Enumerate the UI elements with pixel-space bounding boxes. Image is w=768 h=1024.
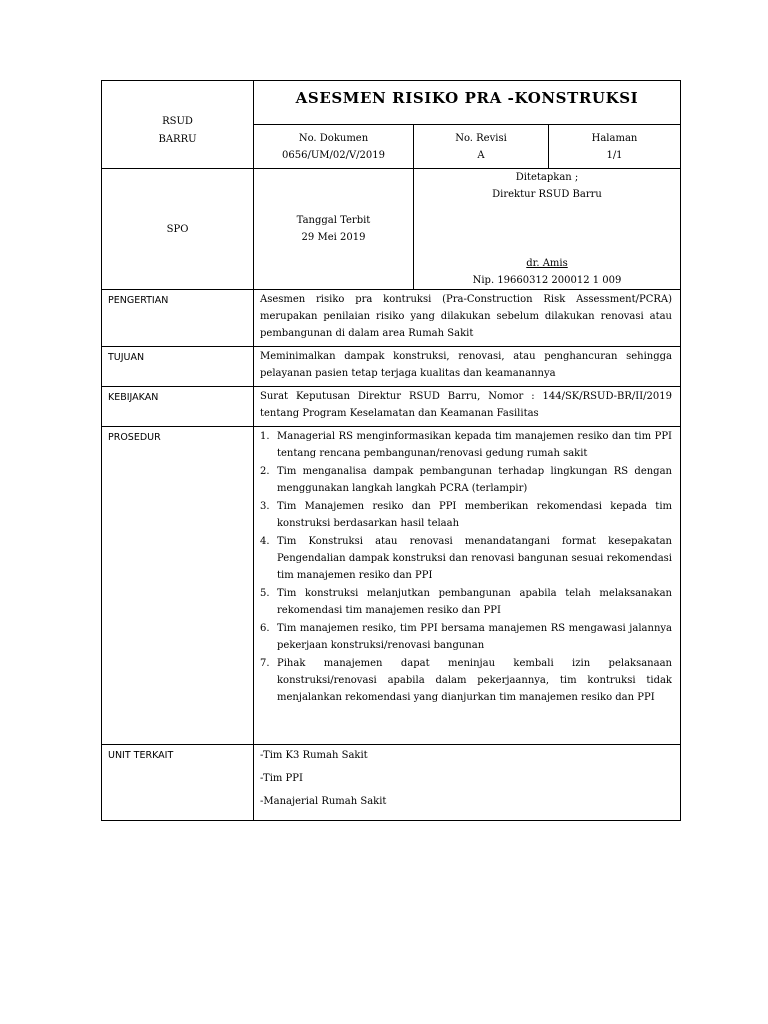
revision-cell bbox=[414, 125, 549, 169]
doc-number-cell bbox=[254, 125, 414, 169]
doc-number-label: No. Dokumen bbox=[298, 133, 369, 144]
spo-table bbox=[101, 80, 681, 821]
approver-name: dr. Amis bbox=[526, 258, 568, 269]
issue-date-value: 29 Mei 2019 bbox=[301, 232, 366, 243]
prosedur-item: 6. Tim manajemen resiko, tim PPI bersama manajemen RS mengawasi jalannya pekerjaan konstruksi/renovasi bangunan bbox=[260, 623, 672, 651]
approved-label: Ditetapkan ; bbox=[515, 172, 579, 183]
hospital-name-cell bbox=[102, 81, 254, 169]
tujuan-label: TUJUAN bbox=[102, 347, 254, 387]
issue-date-label: Tanggal Terbit bbox=[296, 215, 371, 226]
prosedur-item: 5. Tim konstruksi melanjutkan pembangunan apabila telah melaksanakan rekomendasi tim manajemen resiko dan PPI bbox=[260, 588, 672, 616]
prosedur-item: 4. Tim Konstruksi atau renovasi menandatangani format kesepakatan Pengendalian dampak konstruksi dan renovasi bangunan sesuai rekomendasi tim manajemen resiko dan PPI bbox=[260, 536, 672, 581]
prosedur-label: PROSEDUR bbox=[102, 427, 254, 745]
unit-item: -Tim PPI bbox=[260, 773, 303, 784]
unit-content bbox=[254, 745, 681, 821]
prosedur-item: 7. Pihak manajemen dapat meninjau kembali izin pelaksanaan konstruksi/renovasi apabila dalam pekerjaannya, tim kontruksi tidak menjalankan rekomendasi yang dianjurkan tim manajemen resiko dan PPI bbox=[260, 658, 672, 703]
kebijakan-label: KEBIJAKAN bbox=[102, 387, 254, 427]
revision-value: A bbox=[477, 150, 485, 161]
document-title: ASESMEN RISIKO PRA -KONSTRUKSI bbox=[254, 81, 681, 125]
kebijakan-content bbox=[254, 387, 681, 427]
pengertian-text: Asesmen risiko pra kontruksi (Pra-Construction Risk Assessment/PCRA) merupakan penilaian risiko yang dilakukan sebelum dilakukan renovasi atau pembangunan di dalam area Rumah Sakit bbox=[260, 294, 672, 339]
prosedur-content bbox=[254, 427, 681, 745]
unit-label: UNIT TERKAIT bbox=[102, 745, 254, 821]
tujuan-content bbox=[254, 347, 681, 387]
approver-title: Direktur RSUD Barru bbox=[492, 189, 602, 200]
page-label: Halaman bbox=[591, 133, 638, 144]
hospital-name-line1: RSUD bbox=[162, 116, 193, 127]
page-cell bbox=[549, 125, 681, 169]
doc-number-value: 0656/UM/02/V/2019 bbox=[282, 150, 385, 161]
prosedur-item: 2. Tim menganalisa dampak pembangunan terhadap lingkungan RS dengan menggunakan langkah langkah PCRA (terlampir) bbox=[260, 466, 672, 494]
pengertian-content bbox=[254, 290, 681, 347]
approval-cell bbox=[414, 169, 681, 290]
pengertian-label: PENGERTIAN bbox=[102, 290, 254, 347]
unit-item: -Manajerial Rumah Sakit bbox=[260, 796, 387, 807]
spo-label-cell bbox=[102, 169, 254, 290]
spo-label: SPO bbox=[166, 223, 189, 235]
page-value: 1/1 bbox=[606, 150, 623, 161]
prosedur-item: 3. Tim Manajemen resiko dan PPI memberikan rekomendasi kepada tim konstruksi berdasarkan hasil telaah bbox=[260, 501, 672, 529]
issue-date-cell bbox=[254, 169, 414, 290]
approver-nip: Nip. 19660312 200012 1 009 bbox=[472, 275, 622, 286]
unit-item: -Tim K3 Rumah Sakit bbox=[260, 750, 368, 761]
hospital-name-line2: BARRU bbox=[158, 134, 197, 145]
tujuan-text: Meminimalkan dampak konstruksi, renovasi, atau penghancuran sehingga pelayanan pasien tetap terjaga kualitas dan keamanannya bbox=[260, 351, 672, 379]
revision-label: No. Revisi bbox=[455, 133, 507, 144]
prosedur-item: 1. Managerial RS menginformasikan kepada tim manajemen resiko dan tim PPI tentang rencana pembangunan/renovasi gedung rumah sakit bbox=[260, 431, 672, 459]
prosedur-list bbox=[260, 428, 672, 706]
kebijakan-text: Surat Keputusan Direktur RSUD Barru, Nomor : 144/SK/RSUD-BR/II/2019 tentang Program Keselamatan dan Keamanan Fasilitas bbox=[260, 391, 672, 419]
